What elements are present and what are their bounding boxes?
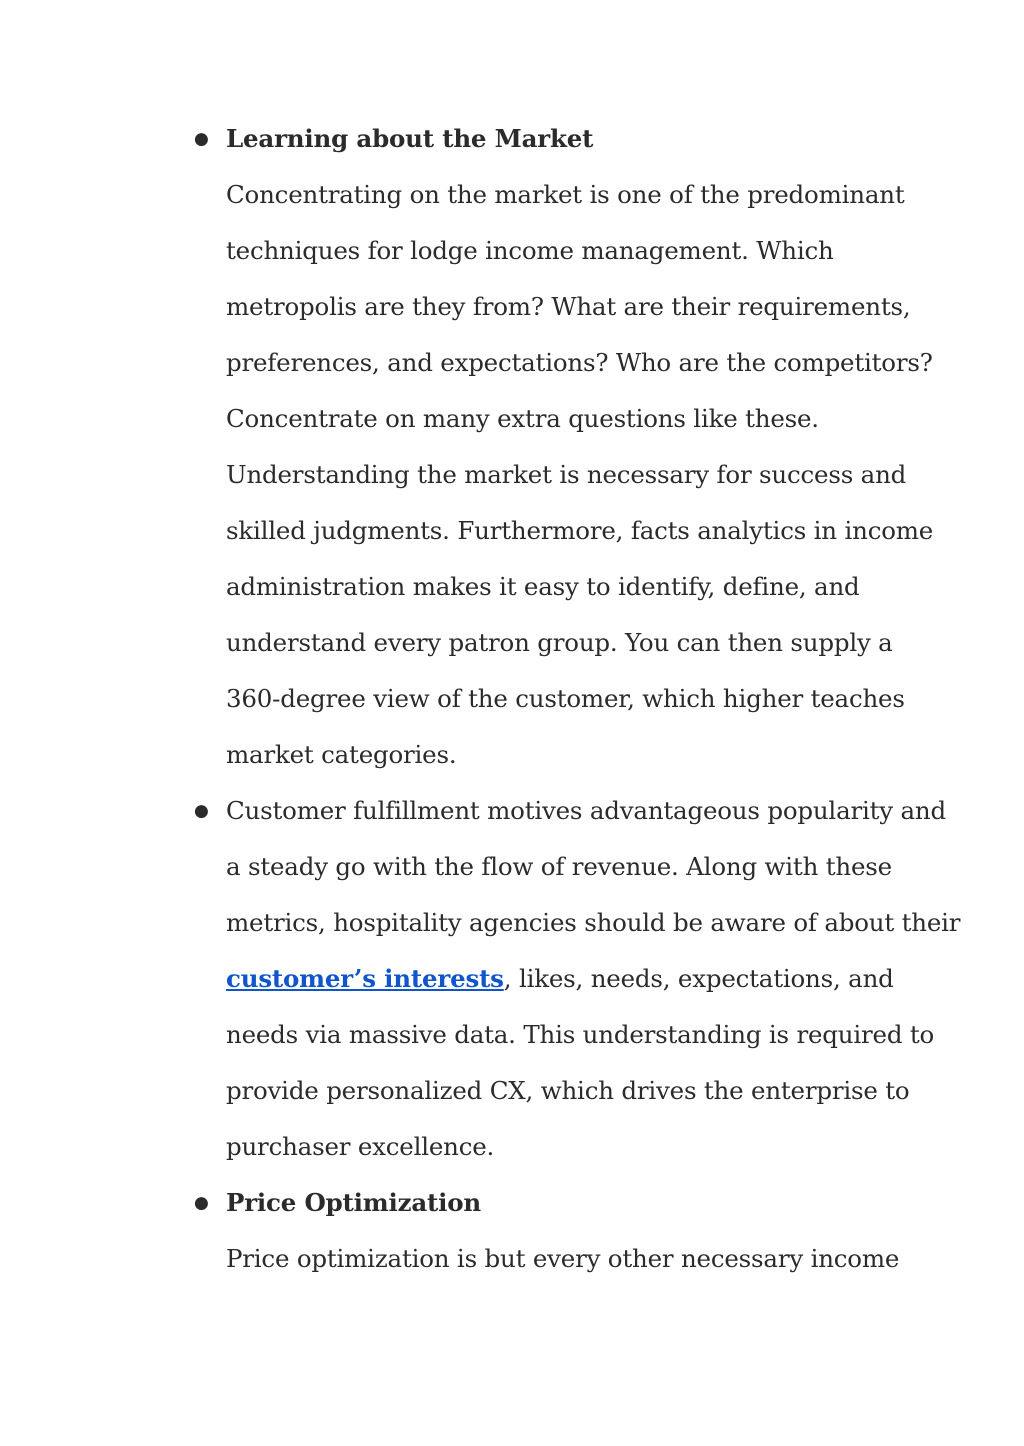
paragraph-line: Concentrate on many extra questions like these. xyxy=(226,404,819,433)
bullet-icon: ● xyxy=(194,1193,209,1213)
paragraph-line: metrics, hospitality agencies should be aware of about their xyxy=(226,908,961,937)
paragraph-line: metropolis are they from? What are their requirements, xyxy=(226,292,911,321)
paragraph-line: Understanding the market is necessary for success and xyxy=(226,460,907,489)
paragraph-line: purchaser excellence. xyxy=(226,1132,495,1161)
customer-interests-link[interactable]: customer’s interests xyxy=(226,964,504,993)
paragraph-line: provide personalized CX, which drives the enterprise to xyxy=(226,1076,910,1105)
paragraph-line-with-link xyxy=(226,964,894,994)
paragraph-line: preferences, and expectations? Who are the competitors? xyxy=(226,348,933,377)
bullet-icon: ● xyxy=(194,129,209,149)
paragraph-line: market categories. xyxy=(226,740,457,769)
paragraph-line: skilled judgments. Furthermore, facts analytics in income xyxy=(226,516,934,545)
paragraph-line: needs via massive data. This understanding is required to xyxy=(226,1020,935,1049)
paragraph-line: Concentrating on the market is one of the predominant xyxy=(226,180,905,209)
paragraph-line: Customer fulfillment motives advantageous popularity and xyxy=(226,796,946,825)
paragraph-line: techniques for lodge income management. Which xyxy=(226,236,834,265)
paragraph-line: administration makes it easy to identify, define, and xyxy=(226,572,860,601)
section-heading-learning-market: Learning about the Market xyxy=(226,124,594,153)
paragraph-line: 360-degree view of the customer, which higher teaches xyxy=(226,684,905,713)
link-trailing-text: , likes, needs, expectations, and xyxy=(503,964,894,993)
paragraph-line: a steady go with the flow of revenue. Along with these xyxy=(226,852,892,881)
paragraph-line: Price optimization is but every other necessary income xyxy=(226,1244,900,1273)
paragraph-line: understand every patron group. You can then supply a xyxy=(226,628,893,657)
section-heading-price-optimization: Price Optimization xyxy=(226,1188,481,1217)
bullet-icon: ● xyxy=(194,801,209,821)
